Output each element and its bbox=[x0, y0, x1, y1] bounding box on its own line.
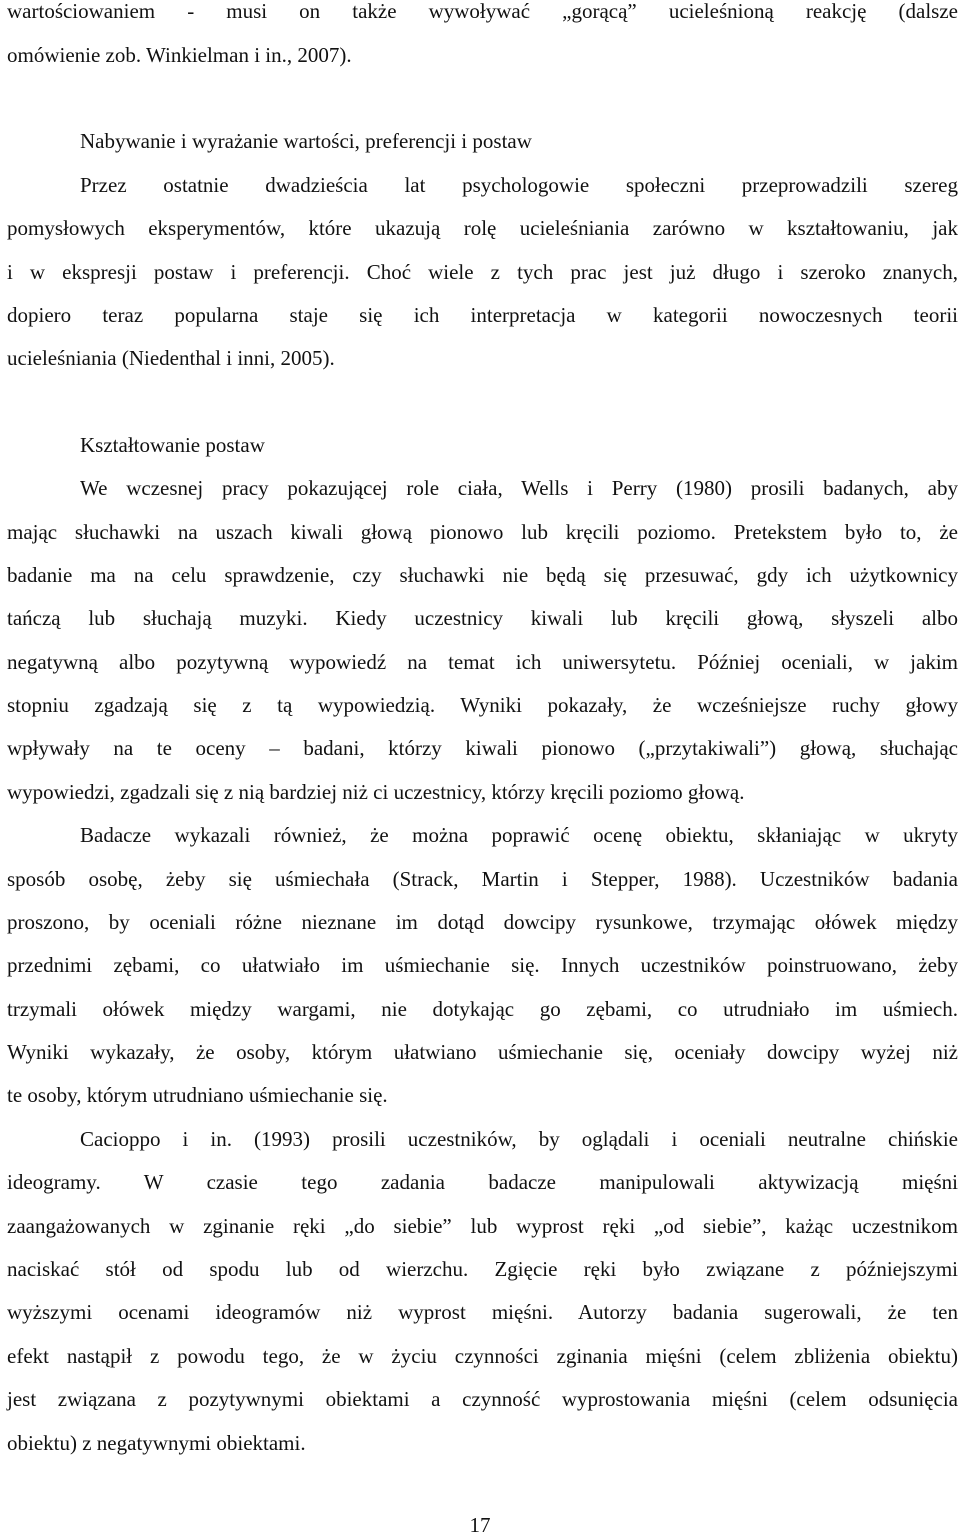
text-line: ideogramy. W czasie tego zadania badacze manipulowali aktywizacją mięśni bbox=[7, 1170, 958, 1194]
text-line: przednimi zębami, co ułatwiało im uśmiechanie się. Innych uczestników poinstruowano, żeby bbox=[7, 953, 958, 977]
text-line: Cacioppo i in. (1993) prosili uczestników, by oglądali i oceniali neutralne chińskie bbox=[80, 1127, 958, 1151]
text-line: Przez ostatnie dwadzieścia lat psychologowie społeczni przeprowadzili szereg bbox=[80, 173, 958, 197]
text-line: Wyniki wykazały, że osoby, którym ułatwiano uśmiechanie się, oceniały dowcipy wyżej niż bbox=[7, 1040, 958, 1064]
text-line: te osoby, którym utrudniano uśmiechanie się. bbox=[7, 1083, 388, 1107]
section-heading: Nabywanie i wyrażanie wartości, preferencji i postaw bbox=[80, 129, 532, 153]
text-line: mając słuchawki na uszach kiwali głową pionowo lub kręcili poziomo. Pretekstem było to, że bbox=[7, 520, 958, 544]
text-line: obiektu) z negatywnymi obiektami. bbox=[7, 1431, 306, 1455]
text-line: dopiero teraz popularna staje się ich interpretacja w kategorii nowoczesnych teorii bbox=[7, 303, 958, 327]
text-line: wartościowaniem - musi on także wywoływać „gorącą” ucieleśnioną reakcję (dalsze bbox=[7, 0, 958, 23]
section-heading: Kształtowanie postaw bbox=[80, 433, 265, 457]
text-line: trzymali ołówek między wargami, nie dotykając go zębami, co utrudniało im uśmiech. bbox=[7, 997, 958, 1021]
page-number: 17 bbox=[469, 1513, 491, 1537]
text-line: badanie ma na celu sprawdzenie, czy słuchawki nie będą się przesuwać, gdy ich użytkownicy bbox=[7, 563, 958, 587]
text-line: zaangażowanych w zginanie ręki „do siebie” lub wyprost ręki „od siebie”, każąc uczestnikom bbox=[7, 1214, 958, 1238]
text-line: stopniu zgadzają się z tą wypowiedzią. Wyniki pokazały, że wcześniejsze ruchy głowy bbox=[7, 693, 958, 717]
text-line: sposób osobę, żeby się uśmiechała (Strack, Martin i Stepper, 1988). Uczestników badania bbox=[7, 867, 958, 891]
text-line: naciskać stół od spodu lub od wierzchu. Zgięcie ręki było związane z późniejszymi bbox=[7, 1257, 958, 1281]
text-line: jest związana z pozytywnymi obiektami a czynność wyprostowania mięśni (celem odsunięcia bbox=[7, 1387, 958, 1411]
text-line: omówienie zob. Winkielman i in., 2007). bbox=[7, 43, 352, 67]
text-line: wpływały na te oceny – badani, którzy kiwali pionowo („przytakiwali”) głową, słuchając bbox=[7, 736, 958, 760]
text-line: i w ekspresji postaw i preferencji. Choć wiele z tych prac jest już długo i szeroko znanych, bbox=[7, 260, 958, 284]
text-line: proszono, by oceniali różne nieznane im dotąd dowcipy rysunkowe, trzymając ołówek między bbox=[7, 910, 958, 934]
text-line: pomysłowych eksperymentów, które ukazują rolę ucieleśniania zarówno w kształtowaniu, jak bbox=[7, 216, 958, 240]
text-line: negatywną albo pozytywną wypowiedź na temat ich uniwersytetu. Później oceniali, w jakim bbox=[7, 650, 958, 674]
text-line: Badacze wykazali również, że można poprawić ocenę obiektu, skłaniając w ukryty bbox=[80, 823, 958, 847]
text-line: tańczą lub słuchają muzyki. Kiedy uczestnicy kiwali lub kręcili głową, słyszeli albo bbox=[7, 606, 958, 630]
text-line: wyższymi ocenami ideogramów niż wyprost mięśni. Autorzy badania sugerowali, że ten bbox=[7, 1300, 958, 1324]
text-line: We wczesnej pracy pokazującej role ciała, Wells i Perry (1980) prosili badanych, aby bbox=[80, 476, 958, 500]
text-line: efekt nastąpił z powodu tego, że w życiu czynności zginania mięśni (celem zbliżenia obiektu) bbox=[7, 1344, 958, 1368]
text-line: wypowiedzi, zgadzali się z nią bardziej niż ci uczestnicy, którzy kręcili poziomo głową. bbox=[7, 780, 745, 804]
text-line: ucieleśniania (Niedenthal i inni, 2005). bbox=[7, 346, 335, 370]
